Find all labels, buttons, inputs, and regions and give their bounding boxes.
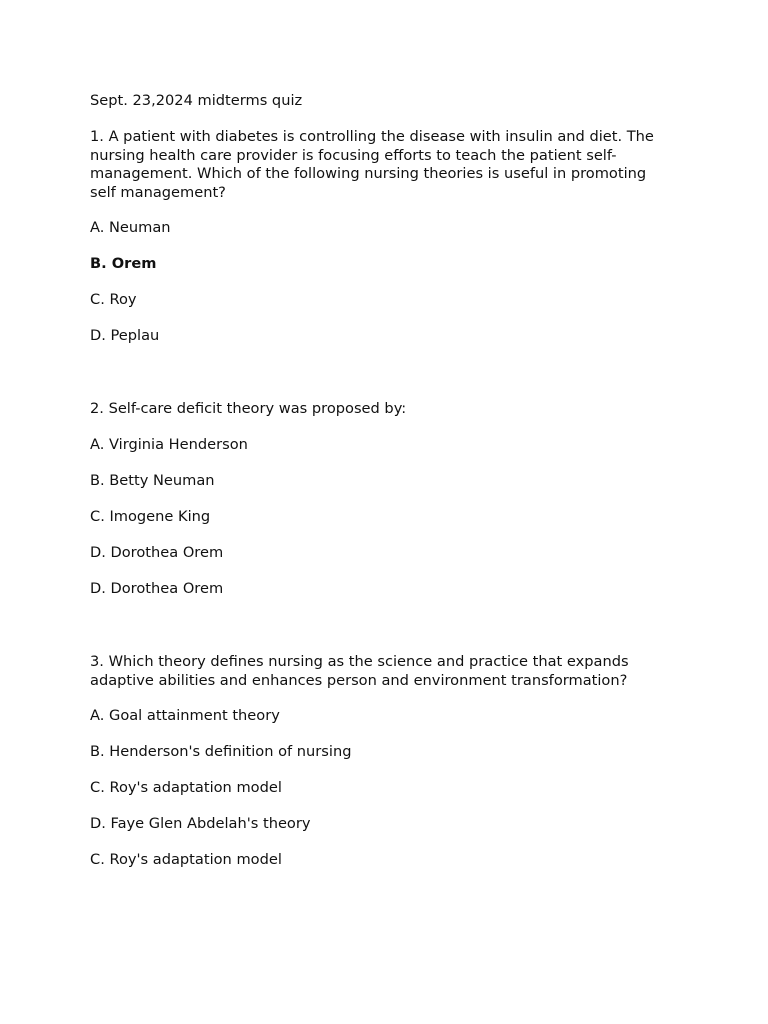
question-2-option-c: C. Imogene King: [90, 508, 211, 525]
question-1-text-line-2: nursing health care provider is focusing efforts to teach the patient self-: [90, 146, 617, 164]
question-2-option-a: A. Virginia Henderson: [90, 436, 248, 453]
question-3-option-b: B. Henderson's definition of nursing: [90, 743, 352, 760]
question-3-text-line-2: adaptive abilities and enhances person and environment transformation?: [90, 671, 628, 689]
question-2-answer: D. Dorothea Orem: [90, 580, 224, 597]
question-1-text-line-4: self management?: [90, 183, 226, 201]
question-3-option-c: C. Roy's adaptation model: [90, 779, 282, 796]
question-2-text: 2. Self-care deficit theory was proposed by:: [90, 400, 407, 417]
question-1-option-a: A. Neuman: [90, 219, 171, 236]
question-3-option-d: D. Faye Glen Abdelah's theory: [90, 815, 311, 832]
question-1-option-b: B. Orem: [90, 255, 157, 272]
question-3-answer: C. Roy's adaptation model: [90, 851, 282, 868]
question-1-option-d: D. Peplau: [90, 327, 160, 344]
question-3-text-line-1: 3. Which theory defines nursing as the science and practice that expands: [90, 653, 629, 670]
question-2-option-d: D. Dorothea Orem: [90, 544, 224, 561]
question-1-text-line-3: management. Which of the following nursing theories is useful in promoting: [90, 165, 647, 182]
question-2-option-b: B. Betty Neuman: [90, 472, 215, 489]
question-1-option-c: C. Roy: [90, 291, 137, 308]
document-header: Sept. 23,2024 midterms quiz: [90, 92, 303, 109]
question-1-text-line-1: 1. A patient with diabetes is controlling the disease with insulin and diet. The: [90, 128, 654, 145]
question-3-option-a: A. Goal attainment theory: [90, 707, 280, 724]
